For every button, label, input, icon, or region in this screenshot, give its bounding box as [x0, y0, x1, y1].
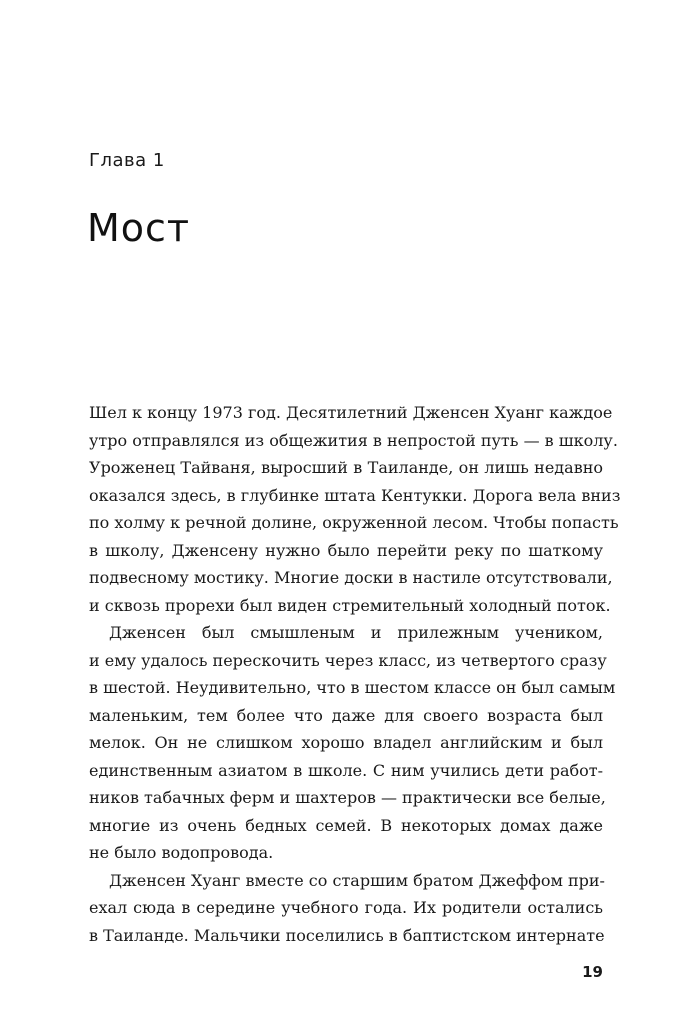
text-line: мелок. Он не слишком хорошо владел английским и был	[89, 733, 603, 752]
text-line: в шестой. Неудивительно, что в шестом классе он был самым	[89, 678, 616, 697]
text-line: маленьким, тем более что даже для своего возраста был	[89, 705, 603, 725]
text-line: Уроженец Тайваня, выросший в Таиланде, он лишь недавно	[89, 458, 603, 477]
text-line: и сквозь прорехи был виден стремительный холодный поток.	[89, 595, 611, 615]
text-line: многие из очень бедных семей. В некоторых домах даже	[89, 815, 603, 835]
text-line: и ему удалось перескочить через класс, из четвертого сразу	[89, 650, 607, 670]
text-line: утро отправлялся из общежития в непростой путь — в школу.	[89, 430, 618, 450]
text-line: единственным азиатом в школе. С ним учились дети работ-	[89, 760, 603, 780]
text-line: ехал сюда в середине учебного года. Их родители остались	[89, 898, 603, 917]
text-line: по холму к речной долине, окруженной лесом. Чтобы попасть	[89, 513, 619, 532]
text-line: подвесному мостику. Многие доски в настиле отсутствовали,	[89, 568, 613, 587]
text-line: оказался здесь, в глубинке штата Кентукки. Дорога вела вниз	[89, 485, 621, 505]
chapter-label: Глава 1	[89, 150, 165, 171]
chapter-title: Мост	[87, 206, 191, 250]
text-line: в школу, Дженсену нужно было перейти реку по шаткому	[89, 540, 603, 560]
text-line: Дженсен Хуанг вместе со старшим братом Джеффом при-	[109, 870, 605, 890]
text-line: Дженсен был смышленым и прилежным учеником,	[109, 623, 603, 642]
page-number: 19	[582, 963, 603, 981]
body-text	[89, 399, 621, 949]
text-line: ников табачных ферм и шахтеров — практически все белые,	[89, 788, 606, 807]
text-line: Шел к концу 1973 год. Десятилетний Дженсен Хуанг каждое	[89, 403, 613, 422]
text-line: в Таиланде. Мальчики поселились в баптистском интернате	[89, 925, 605, 945]
text-line: не было водопровода.	[89, 843, 274, 862]
